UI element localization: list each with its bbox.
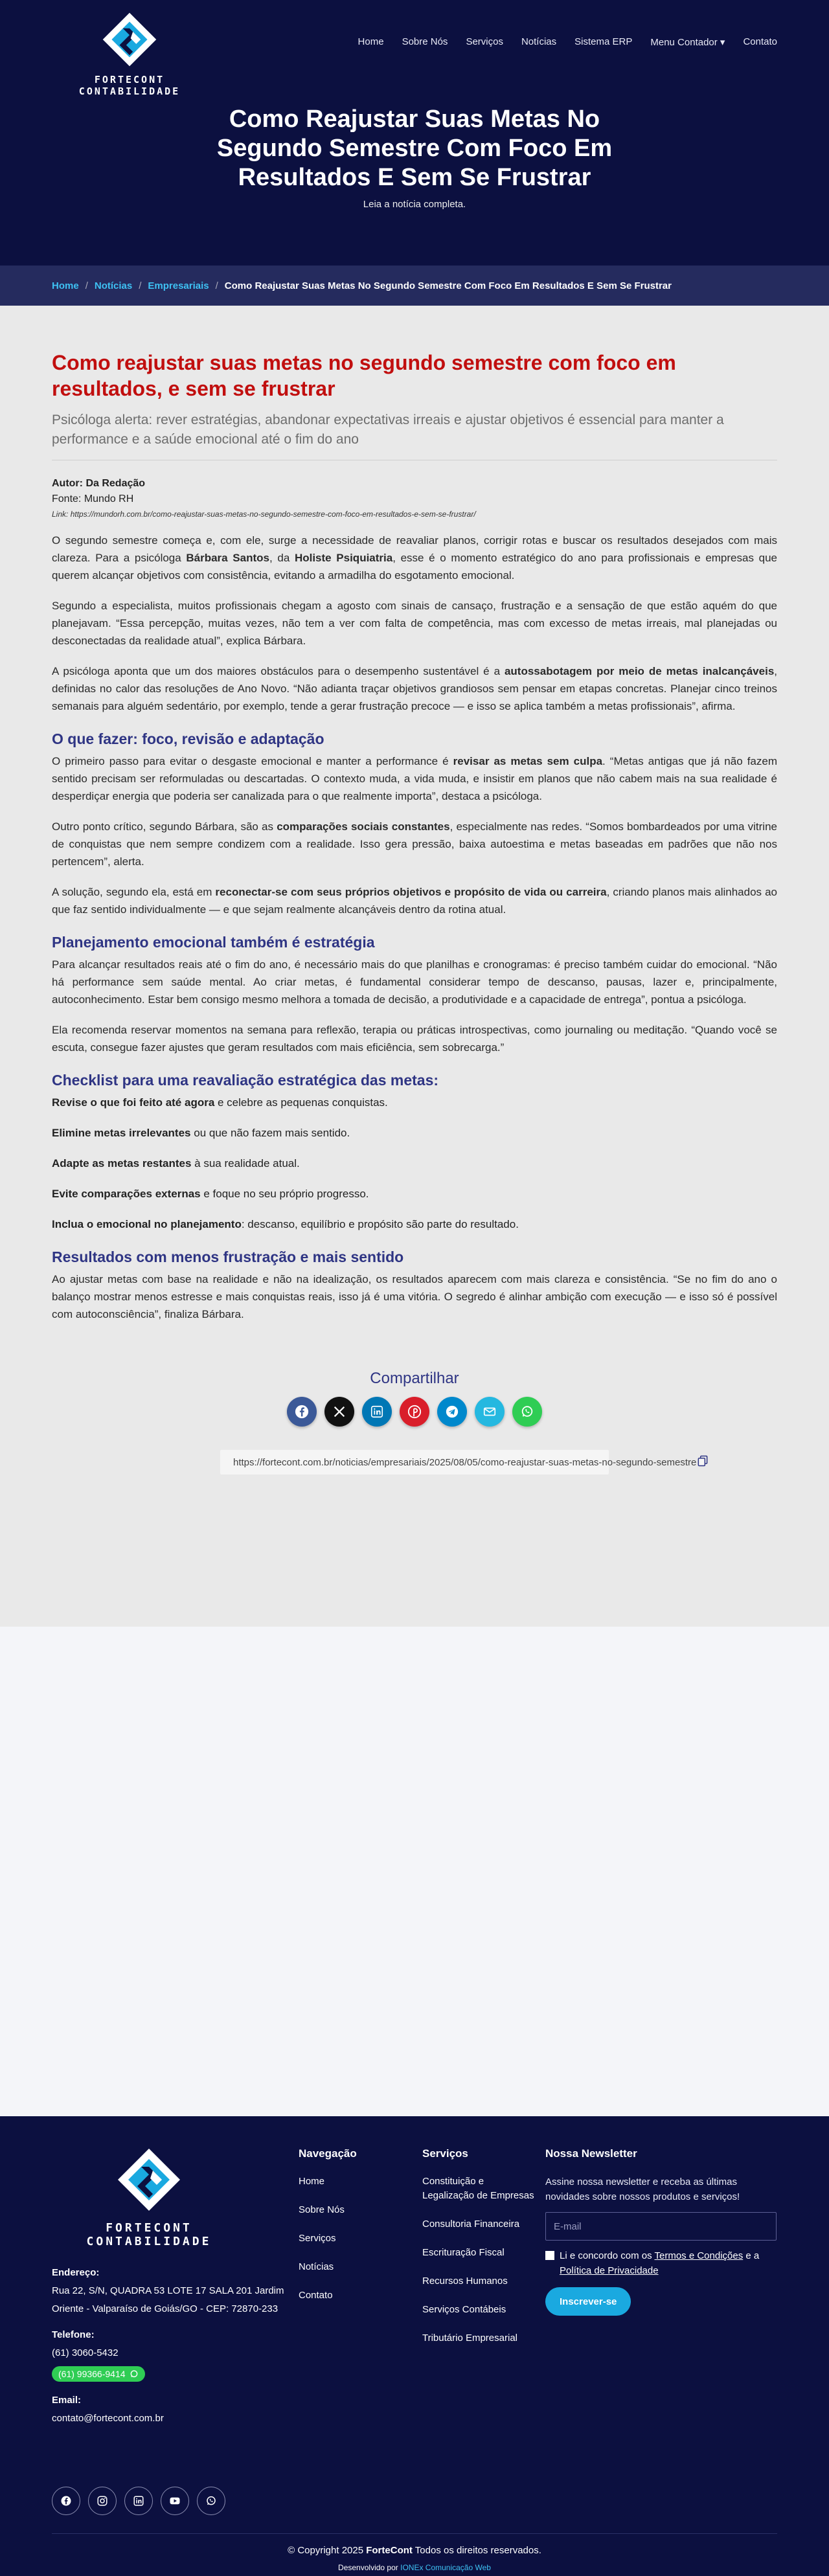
- text: A solução, segundo ela, está em: [52, 886, 216, 898]
- linkedin-link[interactable]: [124, 2487, 153, 2515]
- breadcrumb-current: Como Reajustar Suas Metas No Segundo Semestre Com Foco Em Resultados E Sem Se Frustrar: [224, 280, 672, 291]
- section-heading: O que fazer: foco, revisão e adaptação: [52, 730, 324, 747]
- newsletter-text: Assine nossa newsletter e receba as últimas novidades sobre nossos produtos e serviços!: [545, 2176, 740, 2202]
- phone-label: Telefone:: [52, 2329, 95, 2340]
- logo-text: FORTECONT CONTABILIDADE: [86, 2221, 212, 2248]
- text: , da: [269, 552, 295, 564]
- share-buttons: [52, 1397, 777, 1427]
- newsletter-agree: [545, 2248, 777, 2278]
- article-paragraph: [52, 883, 777, 918]
- text: , especialmente nas redes. “Somos bombardeados por uma vitrine de conquistas que nem sempre condizem com a realidade. Isso gera pressão, baixa autoestima e metas baseadas em padrões que não nos pertencem”, alerta.: [52, 820, 777, 868]
- footer-service-link[interactable]: Tributário Empresarial: [422, 2333, 517, 2344]
- text: , definidas no calor das resoluções de Ano Novo. “Não adianta traçar objetivos grandiosos sem pensar em etapas concretas. Planejar cinco treinos semanais para alguém sedentário, por exemplo, tende a gerar frustração precoce — e isso se aplica também a metas profissionais”, afirma.: [52, 665, 778, 712]
- telegram-icon: [445, 1405, 459, 1419]
- footer-nav-link[interactable]: Home: [299, 2176, 325, 2187]
- hero-title-line: Como Reajustar Suas Metas No: [229, 106, 600, 133]
- text: Todos os direitos reservados.: [412, 2545, 541, 2556]
- text: , criando planos mais alinhados ao que faz sentido individualmente — e que sejam realmente alcançáveis dentro da rotina atual.: [52, 886, 777, 916]
- article-paragraph: Segundo a especialista, muitos profissionais chegam a agosto com sinais de cansaço, frustração e a sensação de que estão aquém do que planejavam. “Essa percepção, muitas vezes, não tem a ver com falta de competência, mas com excesso de metas irreais, mal planejadas ou desconectadas da realidade atual”, explica Bárbara.: [52, 600, 777, 647]
- whatsapp-icon: [520, 1405, 534, 1419]
- footer-services-column: [422, 2147, 536, 2360]
- article-paragraph: Para alcançar resultados reais até o fim do ano, é necessário mais do que planilhas e cronogramas: é preciso também cuidar do emocional. “Não há performance sem saúde mental. Ao criar metas, é fundamental considerar tempo de descanso, pausas, lazer e, principalmente, autoconhecimento. Estar bem consigo mesmo melhora a tomada de decisão, a produtividade e a capacidade de entrega”, pontua a psicóloga.: [52, 958, 777, 1006]
- newsletter-email-input[interactable]: [545, 2212, 777, 2241]
- source-url-link[interactable]: https://mundorh.com.br/como-reajustar-suas-metas-no-segundo-semestre-com-foco-em-resultados-e-sem-se-frustrar/: [70, 510, 476, 519]
- footer-services-title: Serviços: [422, 2147, 468, 2160]
- email-share-button[interactable]: [475, 1397, 505, 1427]
- article: [52, 350, 777, 1323]
- youtube-link[interactable]: [161, 2487, 189, 2515]
- share-url-box[interactable]: [220, 1450, 697, 1474]
- footer-nav-link[interactable]: Notícias: [299, 2261, 334, 2272]
- article-source: [52, 491, 777, 507]
- developer-link[interactable]: IONEx Comunicação Web: [400, 2563, 491, 2572]
- linkedin-icon: [133, 2495, 144, 2507]
- text-bold: Adapte as metas restantes: [52, 1157, 192, 1169]
- breadcrumb: [0, 266, 829, 306]
- x-icon: [332, 1405, 346, 1419]
- checklist-item: [52, 1094, 777, 1111]
- text: e celebre as pequenas conquistas.: [214, 1096, 388, 1109]
- text-bold: reconectar-se com seus próprios objetivos e propósito de vida ou carreira: [215, 886, 607, 898]
- text: : descanso, equilíbrio e propósito são parte do resultado.: [241, 1218, 519, 1230]
- breadcrumb-news[interactable]: Notícias: [94, 280, 133, 291]
- linkedin-icon: [370, 1405, 384, 1419]
- whatsapp-number: (61) 99366-9414: [58, 2369, 126, 2379]
- logo-icon: [117, 2147, 181, 2212]
- article-paragraph: Ela recomenda reservar momentos na semana para reflexão, terapia ou práticas introspectivas, como journaling ou meditação. “Quando você se escuta, consegue fazer ajustes que geram resultados com mais eficiência, sem sobrecarga.”: [52, 1024, 777, 1054]
- text-bold: comparações sociais constantes: [277, 820, 450, 833]
- footer-contact: [52, 2264, 285, 2428]
- mail-icon: [483, 1405, 497, 1419]
- hero-title-line: Segundo Semestre Com Foco Em: [216, 135, 613, 162]
- text: . “Metas antigas que já não fazem sentido precisam ser reformuladas ou descartadas. O contexto muda, a vida muda, e insistir em planos que não cabem mais na sua realidade é desperdiçar energia que poderia ser canalizada para o que realmente importa”, destaca a psicóloga.: [52, 755, 777, 802]
- article-author: [52, 476, 777, 491]
- subscribe-button[interactable]: Inscrever-se: [545, 2287, 631, 2316]
- text: Li e concordo com os: [560, 2250, 655, 2261]
- facebook-share-button[interactable]: [287, 1397, 317, 1427]
- breadcrumb-separator: /: [215, 280, 218, 291]
- source-name: Mundo RH: [84, 493, 134, 504]
- text-bold: Elimine metas irrelevantes: [52, 1127, 191, 1139]
- section-heading: Planejamento emocional também é estratégia: [52, 934, 375, 951]
- whatsapp-icon: [205, 2495, 217, 2507]
- pinterest-share-button[interactable]: [400, 1397, 429, 1427]
- terms-link[interactable]: Termos e Condições: [654, 2250, 744, 2261]
- nav-erp[interactable]: Sistema ERP: [574, 36, 633, 47]
- breadcrumb-category[interactable]: Empresariais: [148, 280, 209, 291]
- copyright-brand: ForteCont: [366, 2545, 413, 2556]
- pinterest-icon: [407, 1405, 422, 1419]
- whatsapp-badge[interactable]: [52, 2366, 145, 2382]
- nav-news[interactable]: Notícias: [521, 36, 557, 47]
- author-label: Autor:: [52, 478, 83, 489]
- copyright: [0, 2545, 829, 2556]
- linkedin-share-button[interactable]: [362, 1397, 392, 1427]
- article-paragraph: [52, 752, 777, 805]
- nav-accountant-menu[interactable]: Menu Contador ▾: [650, 37, 725, 48]
- text: Outro ponto crítico, segundo Bárbara, são as: [52, 820, 277, 833]
- facebook-icon: [295, 1405, 309, 1419]
- article-paragraph: [52, 662, 777, 715]
- facebook-link[interactable]: [52, 2487, 80, 2515]
- nav-home[interactable]: Home: [358, 36, 384, 47]
- checklist-item: [52, 1215, 777, 1233]
- nav-about[interactable]: Sobre Nós: [402, 36, 448, 47]
- text-bold: Bárbara Santos: [186, 552, 269, 564]
- article-source-link: [52, 510, 777, 519]
- text-bold: revisar as metas sem culpa: [453, 755, 603, 767]
- share-url: https://fortecont.com.br/noticias/empresariais/2025/08/05/como-reajustar-suas-metas-no-segundo-semestre: [233, 1456, 697, 1468]
- whatsapp-share-button[interactable]: [512, 1397, 542, 1427]
- article-paragraph: Ao ajustar metas com base na realidade e não na idealização, os resultados aparecem com mais clareza e consistência. “Se no fim do ano o balanço mostrar menos estresse e mais conquistas reais, isso já é uma vitória. O segredo é alinhar ambição com execução — e isso só é possível com autoconsciência”, finaliza Bárbara.: [52, 1273, 777, 1320]
- copy-icon[interactable]: [696, 1454, 709, 1470]
- text-bold: Revise o que foi feito até agora: [52, 1096, 215, 1109]
- facebook-icon: [60, 2495, 72, 2507]
- source-label: Fonte:: [52, 493, 82, 504]
- breadcrumb-home[interactable]: Home: [52, 280, 79, 291]
- footer-nav-link[interactable]: Contato: [299, 2290, 333, 2301]
- instagram-icon: [97, 2495, 108, 2507]
- footer-service-link[interactable]: Recursos Humanos: [422, 2276, 508, 2287]
- text: © Copyright 2025: [288, 2545, 367, 2556]
- telegram-share-button[interactable]: [437, 1397, 467, 1427]
- main-nav: [358, 36, 777, 48]
- x-share-button[interactable]: [324, 1397, 354, 1427]
- empty-area: [0, 1627, 829, 2116]
- text: O primeiro passo para evitar o desgaste emocional e manter a performance é: [52, 755, 453, 767]
- phone-number[interactable]: (61) 3060-5432: [52, 2347, 119, 2358]
- footer-service-link[interactable]: Serviços Contábeis: [422, 2304, 506, 2315]
- checklist-item: [52, 1124, 777, 1142]
- checklist-item: [52, 1155, 777, 1172]
- text: , esse é o momento estratégico do ano para profissionais e empresas que querem alcançar objetivos com consistência, evitando a armadilha do esgotamento emocional.: [52, 552, 777, 582]
- site-logo[interactable]: [52, 12, 207, 97]
- footer-logo[interactable]: [52, 2147, 246, 2248]
- footer-nav-link[interactable]: Serviços: [299, 2233, 336, 2244]
- text-bold: Evite comparações externas: [52, 1188, 201, 1200]
- developer-credit: [0, 2563, 829, 2572]
- footer-socials: [52, 2487, 225, 2515]
- footer-service-link[interactable]: Consultoria Financeira: [422, 2219, 520, 2230]
- site-footer: [0, 2116, 829, 2576]
- breadcrumb-separator: /: [85, 280, 88, 291]
- text: ou que não fazem mais sentido.: [190, 1127, 350, 1139]
- hero-title-line: Resultados E Sem Se Frustrar: [238, 164, 591, 191]
- footer-divider: [52, 2533, 777, 2534]
- link-label: Link:: [52, 510, 69, 519]
- article-paragraph: [52, 532, 777, 584]
- nav-services[interactable]: Serviços: [466, 36, 503, 47]
- address-text: Rua 22, S/N, QUADRA 53 LOTE 17 SALA 201 Jardim Oriente - Valparaíso de Goiás/GO - CEP: 72870-233: [52, 2285, 284, 2314]
- address-label: Endereço:: [52, 2267, 100, 2278]
- article-paragraph: [52, 818, 777, 870]
- article-title: Como reajustar suas metas no segundo semestre com foco em resultados, e sem se frustrar: [52, 351, 676, 400]
- share-title: Compartilhar: [370, 1370, 459, 1387]
- text-bold: autossabotagem por meio de metas inalcançáveis: [504, 665, 775, 677]
- author-name: Da Redação: [85, 478, 146, 489]
- email-address[interactable]: contato@fortecont.com.br: [52, 2413, 164, 2424]
- breadcrumb-separator: /: [139, 280, 142, 291]
- footer-service-link[interactable]: Escrituração Fiscal: [422, 2247, 505, 2258]
- hero-subtitle: Leia a notícia completa.: [363, 199, 466, 210]
- hero-header: [0, 0, 829, 266]
- instagram-link[interactable]: [88, 2487, 117, 2515]
- agree-text: [560, 2248, 777, 2278]
- footer-nav-column: [299, 2147, 357, 2317]
- email-label: Email:: [52, 2395, 82, 2406]
- text: à sua realidade atual.: [191, 1157, 300, 1169]
- privacy-link[interactable]: Política de Privacidade: [560, 2265, 659, 2276]
- text: O segundo semestre começa e, com ele, surge a necessidade de reavaliar planos, corrigir rotas e buscar os resultados desejados com mais clareza. Para a psicóloga: [52, 534, 777, 564]
- whatsapp-link[interactable]: [197, 2487, 225, 2515]
- text: e a: [743, 2250, 760, 2261]
- section-heading: Checklist para uma reavaliação estratégica das metas:: [52, 1072, 439, 1089]
- text-bold: Inclua o emocional no planejamento: [52, 1218, 242, 1230]
- footer-service-link[interactable]: Constituição e Legalização de Empresas: [422, 2176, 534, 2201]
- logo-text: FORTECONT CONTABILIDADE: [78, 74, 181, 97]
- footer-newsletter: [545, 2147, 777, 2316]
- text: e foque no seu próprio progresso.: [200, 1188, 369, 1200]
- logo-icon: [102, 12, 157, 67]
- agree-checkbox[interactable]: [545, 2251, 554, 2260]
- text-bold: Holiste Psiquiatria: [294, 552, 393, 564]
- newsletter-title: Nossa Newsletter: [545, 2147, 637, 2160]
- checklist-item: [52, 1185, 777, 1203]
- section-heading: Resultados com menos frustração e mais sentido: [52, 1248, 404, 1265]
- youtube-icon: [169, 2495, 181, 2507]
- text: A psicóloga aponta que um dos maiores obstáculos para o desempenho sustentável é a: [52, 665, 505, 677]
- article-lead: Psicóloga alerta: rever estratégias, abandonar expectativas irreais e ajustar objetivos é essencial para manter a performance e a saúde emocional até o fim do ano: [52, 411, 777, 460]
- hero-title: [0, 105, 829, 192]
- article-section: [0, 306, 829, 1627]
- footer-nav-title: Navegação: [299, 2147, 357, 2160]
- text: Desenvolvido por: [338, 2563, 401, 2572]
- nav-contact[interactable]: Contato: [743, 36, 777, 47]
- footer-nav-link[interactable]: Sobre Nós: [299, 2204, 345, 2215]
- whatsapp-icon: [130, 2369, 139, 2378]
